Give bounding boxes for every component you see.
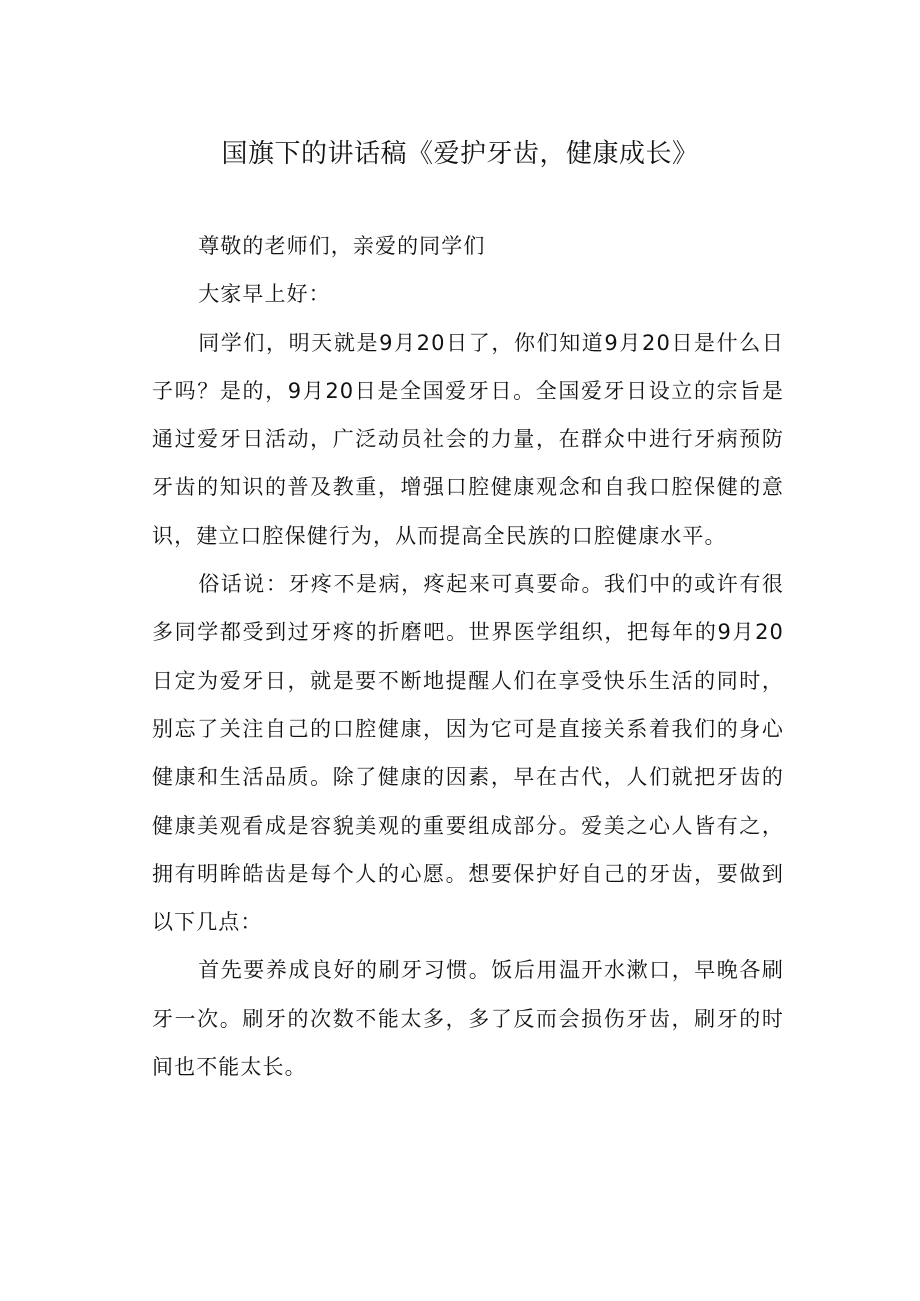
body-paragraph: 首先要养成良好的刷牙习惯。饭后用温开水漱口，早晚各刷牙一次。刷牙的次数不能太多，多了反而会损伤牙齿，刷牙的时间也不能太长。 [152,958,784,1080]
salutation-paragraph: 尊敬的老师们，亲爱的同学们 [198,234,486,258]
document-title: 国旗下的讲话稿《爱护牙齿，健康成长》 [221,139,699,169]
document-body [152,222,784,1091]
body-paragraph: 同学们，明天就是9月20日了，你们知道9月20日是什么日子吗？是的，9月20日是全国爱牙日。全国爱牙日设立的宗旨是通过爱牙日活动，广泛动员社会的力量，在群众中进行牙病预防牙齿的知识的普及教重，增强口腔健康观念和自我口腔保健的意识，建立口腔保健行为，从而提高全民族的口腔健康水平。 [152,330,784,548]
greeting-paragraph: 大家早上好： [198,282,331,307]
body-paragraph: 俗话说：牙疼不是病，疼起来可真要命。我们中的或许有很多同学都受到过牙疼的折磨吧。世界医学组织，把每年的9月20日定为爱牙日，就是要不断地提醒人们在享受快乐生活的同时，别忘了关注自己的口腔健康，因为它可是直接关系着我们的身心健康和生活品质。除了健康的因素，早在古代，人们就把牙齿的健康美观看成是容貌美观的重要组成部分。爱美之心人皆有之，拥有明眸皓齿是每个人的心愿。想要保护好自己的牙齿，要做到以下几点： [152,572,784,935]
